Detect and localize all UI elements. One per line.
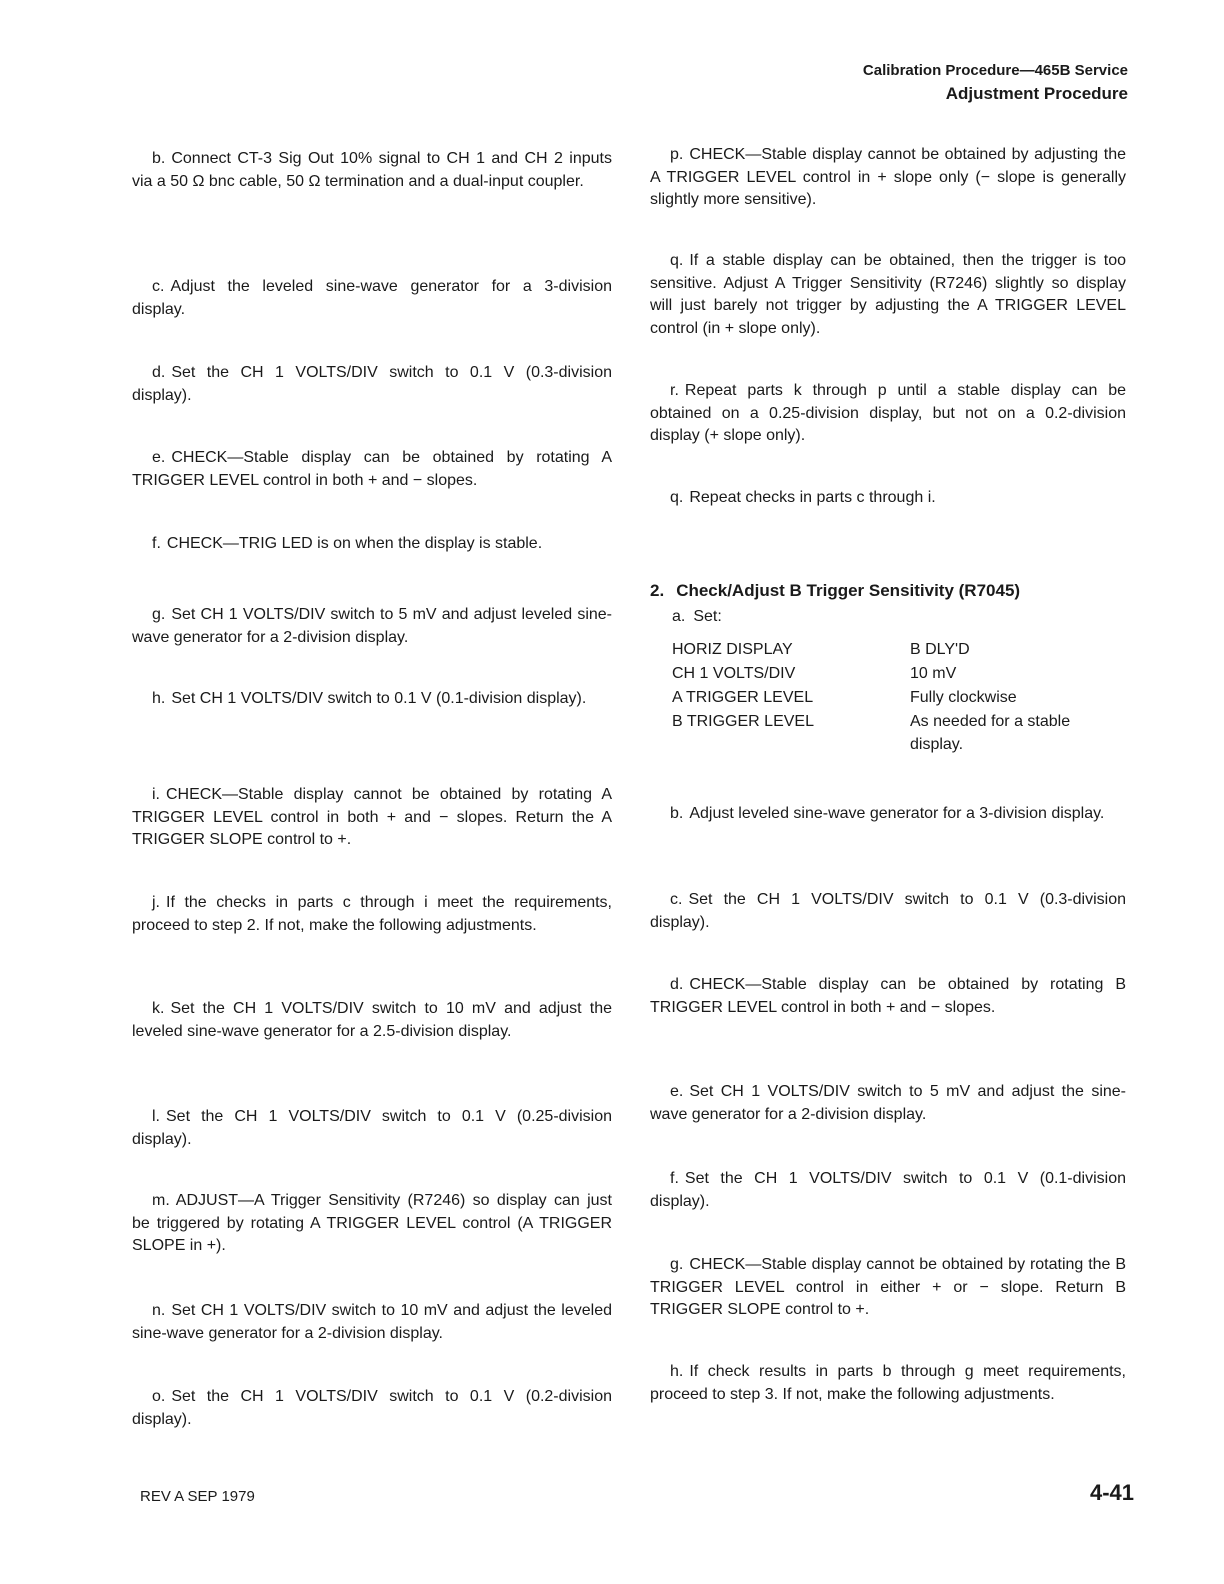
revision-date: REV A SEP 1979 xyxy=(140,1488,255,1505)
procedure-step: f. CHECK—TRIG LED is on when the display is stable. xyxy=(152,535,543,552)
setting-name: A TRIGGER LEVEL xyxy=(672,689,814,706)
section-number: 2. xyxy=(650,581,665,600)
setting-value: B DLY'D xyxy=(910,641,970,658)
procedure-step: q. Repeat checks in parts c through i. xyxy=(670,489,936,506)
setting-value: As needed for a stable display. xyxy=(910,713,1071,753)
procedure-step: j. If the checks in parts c through i meet the requirements, proceed to step 2. If not, make the following adjustments. xyxy=(132,894,612,934)
page-number: 4-41 xyxy=(1089,1480,1134,1505)
header-title: Calibration Procedure—465B Service xyxy=(862,62,1128,79)
procedure-step: q. If a stable display can be obtained, then the trigger is too sensitive. Adjust A Trigger Sensitivity (R7246) slightly so display will just barely not trigger by adjusting the A TRIGGER LEVEL control (in + slope only). xyxy=(650,252,1126,337)
procedure-step: e. Set CH 1 VOLTS/DIV switch to 5 mV and adjust the sine-wave generator for a 2-division display. xyxy=(650,1083,1126,1123)
section-title: Check/Adjust B Trigger Sensitivity (R7045) xyxy=(676,581,1021,600)
procedure-step: d. CHECK—Stable display can be obtained by rotating B TRIGGER LEVEL control in both + and − slopes. xyxy=(650,976,1126,1016)
header-subtitle: Adjustment Procedure xyxy=(945,84,1128,103)
procedure-step: h. Set CH 1 VOLTS/DIV switch to 0.1 V (0.1-division display). xyxy=(152,690,587,707)
procedure-step: g. Set CH 1 VOLTS/DIV switch to 5 mV and adjust leveled sine-wave generator for a 2-division display. xyxy=(132,606,612,646)
procedure-step: f. Set the CH 1 VOLTS/DIV switch to 0.1 V (0.1-division display). xyxy=(650,1170,1126,1210)
set-step: a. Set: xyxy=(672,608,722,625)
procedure-step: l. Set the CH 1 VOLTS/DIV switch to 0.1 V (0.25-division display). xyxy=(132,1108,612,1148)
procedure-step: c. Adjust the leveled sine-wave generator for a 3-division display. xyxy=(132,278,612,318)
procedure-step: n. Set CH 1 VOLTS/DIV switch to 10 mV and adjust the leveled sine-wave generator for a 2-division display. xyxy=(132,1302,612,1342)
procedure-step: e. CHECK—Stable display can be obtained by rotating A TRIGGER LEVEL control in both + and − slopes. xyxy=(132,449,612,489)
setting-value: Fully clockwise xyxy=(910,689,1017,706)
procedure-step: o. Set the CH 1 VOLTS/DIV switch to 0.1 V (0.2-division display). xyxy=(132,1388,612,1428)
procedure-step: g. CHECK—Stable display cannot be obtained by rotating the B TRIGGER LEVEL control in either + or − slope. Return B TRIGGER SLOPE control to +. xyxy=(650,1256,1126,1318)
procedure-step: m. ADJUST—A Trigger Sensitivity (R7246) so display can just be triggered by rotating A TRIGGER LEVEL control (A TRIGGER SLOPE in +). xyxy=(132,1192,612,1254)
procedure-step: d. Set the CH 1 VOLTS/DIV switch to 0.1 V (0.3-division display). xyxy=(132,364,612,404)
procedure-step: b. Connect CT-3 Sig Out 10% signal to CH 1 and CH 2 inputs via a 50 Ω bnc cable, 50 Ω termination and a dual-input coupler. xyxy=(132,150,612,190)
setting-name: B TRIGGER LEVEL xyxy=(672,713,814,730)
procedure-step: p. CHECK—Stable display cannot be obtained by adjusting the A TRIGGER LEVEL control in + slope only (− slope is generally slightly more sensitive). xyxy=(650,146,1126,208)
procedure-step: c. Set the CH 1 VOLTS/DIV switch to 0.1 V (0.3-division display). xyxy=(650,891,1126,931)
setting-name: HORIZ DISPLAY xyxy=(672,641,793,658)
section-heading xyxy=(650,580,1020,602)
setting-value: 10 mV xyxy=(910,665,957,682)
procedure-step: b. Adjust leveled sine-wave generator for a 3-division display. xyxy=(670,805,1105,822)
setting-name: CH 1 VOLTS/DIV xyxy=(672,665,796,682)
procedure-step: i. CHECK—Stable display cannot be obtained by rotating A TRIGGER LEVEL control in both + and − slopes. Return the A TRIGGER SLOPE control to +. xyxy=(132,786,612,848)
page-header xyxy=(863,60,1128,106)
settings-table xyxy=(672,638,1112,756)
procedure-step: r. Repeat parts k through p until a stable display can be obtained on a 0.25-division display, but not on a 0.2-division display (+ slope only). xyxy=(650,382,1126,444)
procedure-step: h. If check results in parts b through g meet requirements, proceed to step 3. If not, make the following adjustments. xyxy=(650,1363,1126,1403)
procedure-step: k. Set the CH 1 VOLTS/DIV switch to 10 mV and adjust the leveled sine-wave generator for a 2.5-division display. xyxy=(132,1000,612,1040)
